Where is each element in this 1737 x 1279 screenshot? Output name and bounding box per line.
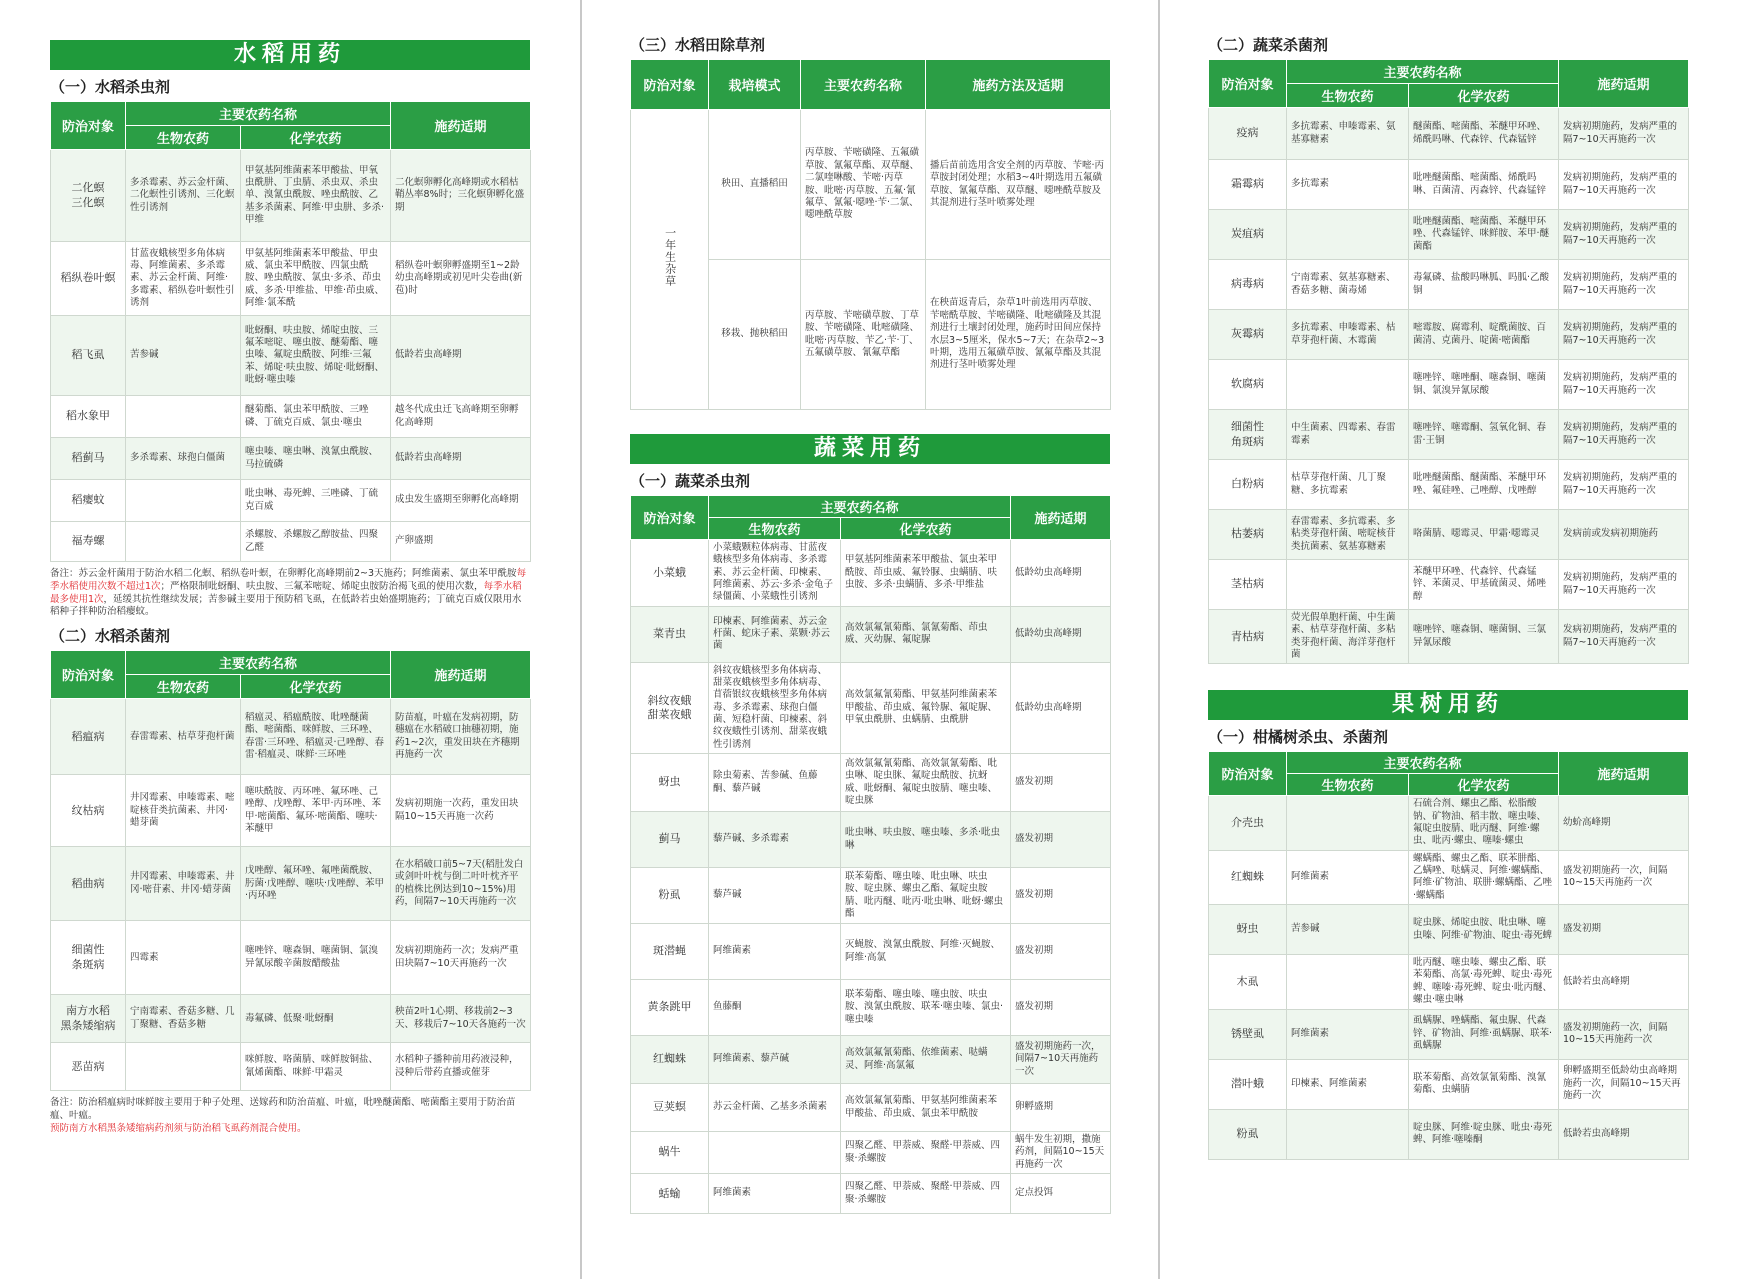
herb-method: 播后苗前选用含安全剂的丙草胺、苄嘧·丙草胺封闭处理；水稻3~4叶期选用五氟磺草胺、氰氟草酯、双草醚、噁唑酰草胺及其混剂进行茎叶喷雾处理 [926, 110, 1111, 260]
object-cell: 稻蓟马 [51, 438, 126, 480]
veg-insect-heading: （一）蔬菜杀虫剂 [630, 472, 751, 490]
header-period: 施药适期 [1011, 496, 1111, 540]
bio-cell: 苏云金杆菌、乙基多杀菌素 [709, 1084, 841, 1132]
chem-cell: 嘧霉胺、腐霉利、啶酰菌胺、百菌清、克菌丹、啶菌·嘧菌酯 [1409, 310, 1559, 360]
bio-cell: 鱼藤酮 [709, 980, 841, 1036]
object-cell: 黄条跳甲 [631, 980, 709, 1036]
herb-main: 丙草胺、苄嘧磺隆、五氟磺草胺、氰氟草酯、双草醚、二氯喹啉酸、苄嘧·丙草胺、吡嘧·丙草胺、五氟·氰氟草、氰氟·噁唑·苄·二氯、噁唑酰草胺 [801, 110, 926, 260]
note-text: 备注：防治稻瘟病时咪鲜胺主要用于种子处理、送嫁药和防治苗瘟、叶瘟，吡唑醚菌酯、嘧菌酯主要用于防治苗瘟、叶瘟。 [50, 1097, 516, 1122]
header-bio: 生物农药 [709, 518, 841, 540]
header-bio: 生物农药 [1287, 774, 1409, 796]
object-cell: 霜霉病 [1209, 160, 1287, 210]
table-row [1209, 108, 1689, 160]
object-cell: 木虱 [1209, 955, 1287, 1009]
table-row [1209, 210, 1689, 260]
herb-object-label: 一年生杂草 [663, 227, 677, 288]
rice-insect-body [51, 150, 531, 562]
object-cell: 锈壁虱 [1209, 1009, 1287, 1059]
period-cell: 低龄若虫高峰期 [1559, 955, 1689, 1009]
period-cell: 盛发初期 [1011, 980, 1111, 1036]
object-cell: 灰霉病 [1209, 310, 1287, 360]
herb-object-cell [631, 110, 709, 410]
period-cell: 发病前或发病初期施药 [1559, 510, 1689, 560]
period-cell: 发病初期施药，发病严重的隔7~10天再施药一次 [1559, 210, 1689, 260]
period-cell: 卵孵盛期至低龄幼虫高峰期施药一次，间隔10~15天再施药一次 [1559, 1059, 1689, 1109]
column-herbicide-vegetable [630, 0, 1110, 1214]
header-bio: 生物农药 [126, 126, 241, 150]
rice-fungi-table [50, 650, 531, 1091]
chem-cell: 高效氯氟氰菊酯、氯氰菊酯、茚虫威、灭幼脲、氟啶脲 [841, 606, 1011, 662]
note-text: ；严格限制吡蚜酮、呋虫胺、三氟苯嘧啶、烯啶虫胺防治褐飞虱的使用次数， [160, 580, 484, 592]
chem-cell: 高效氯氟氰菊酯、甲氨基阿维菌素苯甲酸盐、茚虫威、氟铃脲、氟啶脲、甲氧虫酰肼、虫螨腈、虫酰肼 [841, 662, 1011, 753]
chem-cell: 吡蚜酮、呋虫胺、烯啶虫胺、三氟苯嘧啶、噻虫胺、醚菊酯、噻虫嗪、氟啶虫酰胺、阿维·三氟苯、烯啶·呋虫胺、烯啶·吡蚜酮、吡蚜·噻虫嗪 [241, 316, 391, 396]
bio-cell: 苦参碱 [126, 316, 241, 396]
citrus-table [1208, 751, 1689, 1159]
herb-method: 在秧苗返青后，杂草1叶前选用丙草胺、苄嘧酰草胺、苄嘧磺隆、吡嘧磺隆及其混剂进行土壤封闭处理，施药时田间应保持水层3~5厘米，保水5~7天；在杂草2~3叶期，选用五氟磺草胺、氰氟草酯及其混剂进行茎叶喷雾处理 [926, 260, 1111, 410]
header-main: 主要农药名称 [126, 651, 391, 675]
period-cell: 盛发初期施药一次，间隔7~10天再施药一次 [1011, 1036, 1111, 1084]
object-cell: 红蜘蛛 [1209, 850, 1287, 904]
bio-cell: 阿维菌素 [709, 924, 841, 980]
bio-cell: 中生菌素、四霉素、春雷霉素 [1287, 410, 1409, 460]
period-cell: 发病初期施药，发病严重的隔7~10天再施药一次 [1559, 460, 1689, 510]
column-divider-2 [1158, 0, 1160, 1279]
chem-cell: 毒氟磷、盐酸吗啉胍、吗胍·乙酸铜 [1409, 260, 1559, 310]
bio-cell: 枯草芽孢杆菌、几丁聚糖、多抗霉素 [1287, 460, 1409, 510]
object-cell: 福寿螺 [51, 522, 126, 562]
table-row [51, 995, 531, 1043]
bio-cell [1287, 210, 1409, 260]
period-cell: 发病初期施药一次；发病严重田块隔7~10天再施药一次 [391, 921, 531, 995]
object-cell: 枯萎病 [1209, 510, 1287, 560]
bio-cell: 多抗霉素 [1287, 160, 1409, 210]
chem-cell: 咯菌腈、噁霉灵、甲霜·噁霉灵 [1409, 510, 1559, 560]
table-row [631, 812, 1111, 868]
object-cell: 细菌性 角斑病 [1209, 410, 1287, 460]
column-veg-fungi-fruit [1208, 0, 1688, 1160]
bio-cell: 多抗霉素、申嗪霉素、枯草芽孢杆菌、木霉菌 [1287, 310, 1409, 360]
table-row [51, 699, 531, 775]
table-row [1209, 905, 1689, 955]
header-main: 主要农药名称 [801, 60, 926, 110]
period-cell: 低龄若虫高峰期 [391, 316, 531, 396]
header-period: 施药适期 [1559, 60, 1689, 108]
rice-insect-heading: （一）水稻杀虫剂 [50, 78, 171, 96]
column-divider-1 [580, 0, 582, 1279]
period-cell: 二化螟卵孵化高峰期或水稻枯鞘丛率8%时；三化螟卵孵化盛期 [391, 150, 531, 242]
rice-fungi-heading: （二）水稻杀菌剂 [50, 627, 171, 646]
herb-main: 丙草胺、苄嘧磺草胺、丁草胺、苄嘧磺隆、吡嘧磺隆、吡嘧·丙草胺、苄乙·苄·丁、五氟磺草胺、氰氟草酯 [801, 260, 926, 410]
period-cell: 发病初期施药，发病严重的隔7~10天再施药一次 [1559, 610, 1689, 664]
object-cell: 豆荚螟 [631, 1084, 709, 1132]
header-object: 防治对象 [631, 496, 709, 540]
table-row [631, 1132, 1111, 1174]
column-rice [50, 0, 530, 1136]
object-cell: 茎枯病 [1209, 560, 1287, 610]
table-row [631, 1036, 1111, 1084]
veg-fungi-body [1209, 108, 1689, 664]
chem-cell: 吡唑醚菌酯、醚菌酯、苯醚甲环唑、氟硅唑、己唑醇、戊唑醇 [1409, 460, 1559, 510]
bio-cell [126, 1043, 241, 1091]
header-chem: 化学农药 [241, 675, 391, 699]
period-cell: 发病初期施药，发病严重的隔7~10天再施药一次 [1559, 160, 1689, 210]
table-row [1209, 1059, 1689, 1109]
table-row [51, 921, 531, 995]
table-row [631, 924, 1111, 980]
bio-cell: 井冈霉素、申嗪霉素、井冈·嘧苷素、井冈·蜡芽菌 [126, 847, 241, 921]
bio-cell [126, 396, 241, 438]
header-main: 主要农药名称 [709, 496, 1011, 518]
object-cell: 蜗牛 [631, 1132, 709, 1174]
object-cell: 粉虱 [1209, 1109, 1287, 1159]
herb-mode: 移栽、抛秧稻田 [709, 260, 801, 410]
table-row [1209, 850, 1689, 904]
table-row [1209, 796, 1689, 850]
table-row [51, 522, 531, 562]
object-cell: 炭疽病 [1209, 210, 1287, 260]
object-cell: 稻水象甲 [51, 396, 126, 438]
chem-cell: 噻唑锌、噻唑酮、噻森铜、噻菌铜、氯溴异氰尿酸 [1409, 360, 1559, 410]
table-row [631, 1084, 1111, 1132]
header-main: 主要农药名称 [1287, 60, 1559, 84]
chem-cell: 噻呋酰胺、丙环唑、氟环唑、己唑醇、戊唑醇、苯甲·丙环唑、苯甲·嘧菌酯、氟环·嘧菌酯、噻呋·苯醚甲 [241, 775, 391, 847]
chem-cell: 稻瘟灵、稻瘟酰胺、吡唑醚菌酯、嘧菌酯、咪鲜胺、三环唑、春雷·三环唑、稻瘟灵·己唑醇、春雷·稻瘟灵、咪鲜·三环唑 [241, 699, 391, 775]
table-row [51, 480, 531, 522]
period-cell: 发病初期施药，发病严重的隔7~10天再施药一次 [1559, 360, 1689, 410]
period-cell: 发病初期施药，发病严重的隔7~10天再施药一次 [1559, 108, 1689, 160]
period-cell: 盛发初期 [1011, 868, 1111, 924]
chem-cell: 啶虫脒、烯啶虫胺、吡虫啉、噻虫嗪、阿维·矿物油、啶虫·毒死蜱 [1409, 905, 1559, 955]
header-object: 防治对象 [1209, 60, 1287, 108]
note-text: ，延缓其抗性继续发展；苦参碱主要用于预防稻飞虱，在低龄若虫始盛期施药；丁硫克百威仅限用水稻种子拌种防治稻瘿蚊。 [50, 593, 522, 618]
header-chem: 化学农药 [1409, 84, 1559, 108]
chem-cell: 苯醚甲环唑、代森锌、代森锰锌、苯菌灵、甲基硫菌灵、烯唑醇 [1409, 560, 1559, 610]
note-red: 预防南方水稻黑条矮缩病药剂须与防治稻飞虱药剂混合使用。 [50, 1122, 307, 1134]
period-cell: 盛发初期施药一次，间隔10~15天再施药一次 [1559, 1009, 1689, 1059]
bio-cell: 宁南霉素、氨基寡糖素、香菇多糖、菌毒烯 [1287, 260, 1409, 310]
rice-banner: 水稻用药 [50, 40, 530, 70]
table-row [631, 662, 1111, 753]
chem-cell: 吡丙醚、噻虫嗪、螺虫乙酯、联苯菊酯、高氯·毒死蜱、啶虫·毒死蜱、噻嗪·毒死蜱、啶虫·吡丙醚、螺虫·噻虫啉 [1409, 955, 1559, 1009]
table-row [631, 1174, 1111, 1214]
period-cell: 卵孵盛期 [1011, 1084, 1111, 1132]
header-chem: 化学农药 [241, 126, 391, 150]
chem-cell: 杀螺胺、杀螺胺乙醇胺盐、四聚乙醛 [241, 522, 391, 562]
veg-insect-table [630, 495, 1111, 1214]
object-cell: 疫病 [1209, 108, 1287, 160]
object-cell: 稻纵卷叶螟 [51, 242, 126, 316]
object-cell: 稻飞虱 [51, 316, 126, 396]
period-cell: 秧苗2叶1心期、移栽前2~3天、移栽后7~10天各施药一次 [391, 995, 531, 1043]
note-text: 备注：苏云金杆菌用于防治水稻二化螟、稻纵卷叶螟，在卵孵化高峰期前2~3天施药；阿维菌素、氯虫苯甲酰胺 [50, 568, 517, 579]
chem-cell: 甲氨基阿维菌素苯甲酸盐、甲氧虫酰肼、丁虫腈、杀虫双、杀虫单、溴氰虫酰胺、唑虫酰胺、乙基多杀菌素、阿维·甲虫肼、多杀·甲维 [241, 150, 391, 242]
citrus-heading: （一）柑橘树杀虫、杀菌剂 [1208, 728, 1389, 747]
period-cell: 蜗牛发生初期，撒施药剂，间隔10~15天再施药一次 [1011, 1132, 1111, 1174]
object-cell: 病毒病 [1209, 260, 1287, 310]
bio-cell: 甘蓝夜蛾核型多角体病毒、阿维菌素、多杀霉素、苏云金杆菌、阿维·多霉素、稻纵卷叶螟性引诱剂 [126, 242, 241, 316]
object-cell: 菜青虫 [631, 606, 709, 662]
bio-cell: 印楝素、阿维菌素 [1287, 1059, 1409, 1109]
bio-cell: 春雷霉素、多抗霉素、多粘类芽孢杆菌、嘧啶核苷类抗菌素、氨基寡糖素 [1287, 510, 1409, 560]
table-row [51, 150, 531, 242]
chem-cell: 醚菌酯、嘧菌酯、苯醚甲环唑、烯酰吗啉、代森锌、代森锰锌 [1409, 108, 1559, 160]
table-row [1209, 310, 1689, 360]
chem-cell: 噻唑锌、噻霉酮、氢氧化铜、春雷·王铜 [1409, 410, 1559, 460]
chem-cell: 石硫合剂、螺虫乙酯、松脂酸钠、矿物油、稻丰散、噻虫嗪、氟啶虫胺腈、吡丙醚、阿维·螺虫、吡丙·螺虫、噻嗪·螺虫 [1409, 796, 1559, 850]
bio-cell: 阿维菌素 [1287, 850, 1409, 904]
chem-cell: 四聚乙醛、甲萘威、聚醛·甲萘威、四聚·杀螺胺 [841, 1174, 1011, 1214]
veg-fungi-heading: （二）蔬菜杀菌剂 [1208, 36, 1329, 54]
table-row [1209, 1109, 1689, 1159]
chem-cell: 联苯菊酯、高效氯氰菊酯、溴氰菊酯、虫螨腈 [1409, 1059, 1559, 1109]
citrus-body [1209, 796, 1689, 1159]
table-row [51, 242, 531, 316]
table-row [631, 980, 1111, 1036]
rice-fungi-body [51, 699, 531, 1091]
header-chem: 化学农药 [1409, 774, 1559, 796]
period-cell: 低龄若虫高峰期 [391, 438, 531, 480]
object-cell: 蚜虫 [631, 754, 709, 812]
note-red: 每季水稻最多使用1次 [50, 580, 522, 605]
header-bio: 生物农药 [1287, 84, 1409, 108]
bio-cell [1287, 1109, 1409, 1159]
object-cell: 南方水稻 黑条矮缩病 [51, 995, 126, 1043]
herb-mode: 秧田、直播稻田 [709, 110, 801, 260]
period-cell: 产卵盛期 [391, 522, 531, 562]
bio-cell: 阿维菌素 [1287, 1009, 1409, 1059]
header-period: 施药适期 [391, 651, 531, 699]
bio-cell: 阿维菌素 [709, 1174, 841, 1214]
period-cell: 水稻种子播种前用药液浸种，浸种后带药直播或催芽 [391, 1043, 531, 1091]
object-cell: 小菜蛾 [631, 540, 709, 607]
object-cell: 斜纹夜蛾 甜菜夜蛾 [631, 662, 709, 753]
chem-cell: 毒氟磷、低聚·吡蚜酮 [241, 995, 391, 1043]
table-row [1209, 510, 1689, 560]
bio-cell: 印楝素、阿维菌素、苏云金杆菌、蛇床子素、菜颗·苏云菌 [709, 606, 841, 662]
chem-cell: 吡虫啉、呋虫胺、噻虫嗪、多杀·吡虫啉 [841, 812, 1011, 868]
table-row [51, 316, 531, 396]
chem-cell: 联苯菊酯、噻虫嗪、吡虫啉、呋虫胺、啶虫脒、螺虫乙酯、氟啶虫胺腈、吡丙醚、吡丙·吡虫啉、吡蚜·螺虫酯 [841, 868, 1011, 924]
veg-banner: 蔬菜用药 [630, 434, 1110, 464]
object-cell: 蛞蝓 [631, 1174, 709, 1214]
chem-cell: 吡唑醚菌酯、嘧菌酯、苯醚甲环唑、代森锰锌、咪鲜胺、苯甲·醚菌酯 [1409, 210, 1559, 260]
table-row [1209, 955, 1689, 1009]
bio-cell [709, 1132, 841, 1174]
object-cell: 白粉病 [1209, 460, 1287, 510]
period-cell: 盛发初期 [1559, 905, 1689, 955]
veg-fungi-table [1208, 59, 1689, 664]
chem-cell: 啶虫脒、阿维·啶虫脒、吡虫·毒死蜱、阿维·噻嗪酮 [1409, 1109, 1559, 1159]
table-row [51, 775, 531, 847]
chem-cell: 高效氯氟氰菊酯、甲氨基阿维菌素苯甲酸盐、茚虫威、氯虫苯甲酰胺 [841, 1084, 1011, 1132]
header-bio: 生物农药 [126, 675, 241, 699]
chem-cell: 醚菊酯、氯虫苯甲酰胺、三唑磷、丁硫克百威、氯虫·噻虫 [241, 396, 391, 438]
period-cell: 低龄幼虫高峰期 [1011, 606, 1111, 662]
header-object: 防治对象 [51, 102, 126, 150]
object-cell: 青枯病 [1209, 610, 1287, 664]
object-cell: 蚜虫 [1209, 905, 1287, 955]
table-row [1209, 560, 1689, 610]
header-main: 主要农药名称 [126, 102, 391, 126]
bio-cell: 苦参碱 [1287, 905, 1409, 955]
bio-cell: 宁南霉素、香菇多糖、几丁聚糖、香菇多糖 [126, 995, 241, 1043]
period-cell: 盛发初期 [1011, 812, 1111, 868]
bio-cell [126, 522, 241, 562]
period-cell: 盛发初期施药一次，间隔10~15天再施药一次 [1559, 850, 1689, 904]
period-cell: 越冬代成虫迁飞高峰期至卵孵化高峰期 [391, 396, 531, 438]
chem-cell: 四聚乙醛、甲萘威、聚醛·甲萘威、四聚·杀螺胺 [841, 1132, 1011, 1174]
fruit-banner: 果树用药 [1208, 690, 1688, 720]
table-row [631, 540, 1111, 607]
chem-cell: 噻虫嗪、噻虫啉、溴氰虫酰胺、马拉硫磷 [241, 438, 391, 480]
object-cell: 恶苗病 [51, 1043, 126, 1091]
table-row [1209, 410, 1689, 460]
period-cell: 发病初期施药，发病严重的隔7~10天再施药一次 [1559, 310, 1689, 360]
chem-cell: 吡唑醚菌酯、嘧菌酯、烯酰吗啉、百菌清、丙森锌、代森锰锌 [1409, 160, 1559, 210]
bio-cell: 斜纹夜蛾核型多角体病毒、甜菜夜蛾核型多角体病毒、苜蓿银纹夜蛾核型多角体病毒、多杀霉素、球孢白僵菌、短稳杆菌、印楝素、斜纹夜蛾性引诱剂、甜菜夜蛾性引诱剂 [709, 662, 841, 753]
table-row [1209, 460, 1689, 510]
period-cell: 幼蚧高峰期 [1559, 796, 1689, 850]
period-cell: 发病初期施药，发病严重的隔7~10天再施药一次 [1559, 410, 1689, 460]
bio-cell [1287, 955, 1409, 1009]
object-cell: 斑潜蝇 [631, 924, 709, 980]
chem-cell: 高效氯氟氰菊酯、依维菌素、哒螨灵、阿维·高氯氟 [841, 1036, 1011, 1084]
bio-cell [1287, 560, 1409, 610]
table-row [1209, 1009, 1689, 1059]
table-row [1209, 610, 1689, 664]
object-cell: 稻曲病 [51, 847, 126, 921]
period-cell: 低龄若虫高峰期 [1559, 1109, 1689, 1159]
bio-cell: 春雷霉素、枯草芽孢杆菌 [126, 699, 241, 775]
period-cell: 发病初期施药，发病严重的隔7~10天再施药一次 [1559, 260, 1689, 310]
table-row [631, 754, 1111, 812]
table-row [51, 847, 531, 921]
object-cell: 二化螟 三化螟 [51, 150, 126, 242]
header-method: 施药方法及适期 [926, 60, 1111, 110]
header-object: 防治对象 [631, 60, 709, 110]
table-row [1209, 260, 1689, 310]
object-cell: 潜叶蛾 [1209, 1059, 1287, 1109]
chem-cell: 甲氨基阿维菌素苯甲酸盐、甲虫威、氯虫苯甲酰胺、四氯虫酰胺、唑虫酰胺、氯虫·多杀、茚虫威、多杀·甲维盐、甲维·茚虫威、阿维·氯苯酰 [241, 242, 391, 316]
period-cell: 盛发初期 [1011, 924, 1111, 980]
bio-cell [1287, 796, 1409, 850]
table-row [51, 1043, 531, 1091]
rice-herb-heading: （三）水稻田除草剂 [630, 36, 766, 54]
table-row [1209, 160, 1689, 210]
table-row [631, 606, 1111, 662]
object-cell: 蓟马 [631, 812, 709, 868]
chem-cell: 螺螨酯、螺虫乙酯、联苯肼酯、乙螨唑、哒螨灵、阿维·螺螨酯、阿维·矿物油、联肼·螺螨酯、乙唑·螺螨酯 [1409, 850, 1559, 904]
chem-cell: 噻唑锌、噻森铜、噻菌铜、氯溴异氰尿酸辛菌胺醋酸盐 [241, 921, 391, 995]
rice-insect-note [50, 568, 530, 619]
chem-cell: 甲氨基阿维菌素苯甲酸盐、氯虫苯甲酰胺、茚虫威、氟铃脲、虫螨腈、呋虫胺、多杀·虫螨腈、多杀·甲维盐 [841, 540, 1011, 607]
bio-cell: 除虫菊素、苦参碱、鱼藤酮、藜芦碱 [709, 754, 841, 812]
bio-cell: 多抗霉素、申嗪霉素、氨基寡糖素 [1287, 108, 1409, 160]
header-chem: 化学农药 [841, 518, 1011, 540]
rice-herb-table [630, 59, 1111, 410]
chem-cell: 戊唑醇、氟环唑、氟唑菌酰胺、肟菌·戊唑醇、噻呋·戊唑醇、苯甲·丙环唑 [241, 847, 391, 921]
table-row [51, 396, 531, 438]
header-object: 防治对象 [1209, 752, 1287, 796]
bio-cell [1287, 360, 1409, 410]
bio-cell: 四霉素 [126, 921, 241, 995]
period-cell: 防苗瘟，叶瘟在发病初期，防穗瘟在水稻破口抽穗初期，施药1~2次，重发田块在齐穗期再施药一次 [391, 699, 531, 775]
bio-cell: 井冈霉素、申嗪霉素、嘧啶核苷类抗菌素、井冈·蜡芽菌 [126, 775, 241, 847]
header-period: 施药适期 [1559, 752, 1689, 796]
bio-cell: 多杀霉素、苏云金杆菌、二化螟性引诱剂、三化螟性引诱剂 [126, 150, 241, 242]
bio-cell: 荧光假单胞杆菌、中生菌素、枯草芽孢杆菌、多粘类芽孢杆菌、海洋芽孢杆菌 [1287, 610, 1409, 664]
table-row [631, 868, 1111, 924]
header-main: 主要农药名称 [1287, 752, 1559, 774]
chem-cell: 高效氯氟氰菊酯、高效氯氰菊酯、吡虫啉、啶虫脒、氟啶虫酰胺、抗蚜威、吡蚜酮、氟啶虫胺腈、噻虫嗪、啶虫脒 [841, 754, 1011, 812]
period-cell: 定点投饵 [1011, 1174, 1111, 1214]
bio-cell: 藜芦碱、多杀霉素 [709, 812, 841, 868]
period-cell: 发病初期施药，发病严重的隔7~10天再施药一次 [1559, 560, 1689, 610]
period-cell: 低龄幼虫高峰期 [1011, 540, 1111, 607]
header-period: 施药适期 [391, 102, 531, 150]
header-mode: 栽培模式 [709, 60, 801, 110]
object-cell: 稻瘟病 [51, 699, 126, 775]
chem-cell: 灭蝇胺、溴氰虫酰胺、阿维·灭蝇胺、阿维·高氯 [841, 924, 1011, 980]
period-cell: 盛发初期 [1011, 754, 1111, 812]
period-cell: 发病初期施一次药，重发田块隔10~15天再施一次药 [391, 775, 531, 847]
bio-cell [126, 480, 241, 522]
chem-cell: 虱螨脲、唑螨酯、氟虫脲、代森锌、矿物油、阿维·虱螨脲、联苯·虱螨脲 [1409, 1009, 1559, 1059]
period-cell: 低龄幼虫高峰期 [1011, 662, 1111, 753]
table-row [1209, 360, 1689, 410]
period-cell: 成虫发生盛期至卵孵化高峰期 [391, 480, 531, 522]
object-cell: 粉虱 [631, 868, 709, 924]
chem-cell: 吡虫啉、毒死蜱、三唑磷、丁硫克百威 [241, 480, 391, 522]
rice-fungi-note [50, 1097, 530, 1135]
bio-cell: 阿维菌素、藜芦碱 [709, 1036, 841, 1084]
note-red: 每季水稻使用次数不超过1次 [50, 568, 527, 592]
bio-cell: 藜芦碱 [709, 868, 841, 924]
veg-insect-body [631, 540, 1111, 1214]
object-cell: 细菌性 条斑病 [51, 921, 126, 995]
rice-insect-table [50, 101, 531, 562]
bio-cell: 多杀霉素、球孢白僵菌 [126, 438, 241, 480]
period-cell: 稻纵卷叶螟卵孵盛期至1~2龄幼虫高峰期或初见叶尖卷曲(新苞)时 [391, 242, 531, 316]
object-cell: 稻瘿蚊 [51, 480, 126, 522]
object-cell: 介壳虫 [1209, 796, 1287, 850]
bio-cell: 小菜蛾颗粒体病毒、甘蓝夜蛾核型多角体病毒、多杀霉素、苏云金杆菌、印楝素、阿维菌素、苏云·多杀·金龟子绿僵菌、小菜蛾性引诱剂 [709, 540, 841, 607]
object-cell: 红蜘蛛 [631, 1036, 709, 1084]
header-object: 防治对象 [51, 651, 126, 699]
table-row [51, 438, 531, 480]
object-cell: 软腐病 [1209, 360, 1287, 410]
chem-cell: 咪鲜胺、咯菌腈、咪鲜胺铜盐、氰烯菌酯、咪鲜·甲霜灵 [241, 1043, 391, 1091]
chem-cell: 联苯菊酯、噻虫嗪、噻虫胺、呋虫胺、溴氰虫酰胺、联苯·噻虫嗪、氯虫·噻虫嗪 [841, 980, 1011, 1036]
period-cell: 在水稻破口前5~7天(稻肚发白或剑叶叶枕与倒二叶叶枕齐平的植株比例达到10~15%)用药，间隔7~10天再施药一次 [391, 847, 531, 921]
chem-cell: 噻唑锌、噻森铜、噻菌铜、三氯异氰尿酸 [1409, 610, 1559, 664]
object-cell: 纹枯病 [51, 775, 126, 847]
